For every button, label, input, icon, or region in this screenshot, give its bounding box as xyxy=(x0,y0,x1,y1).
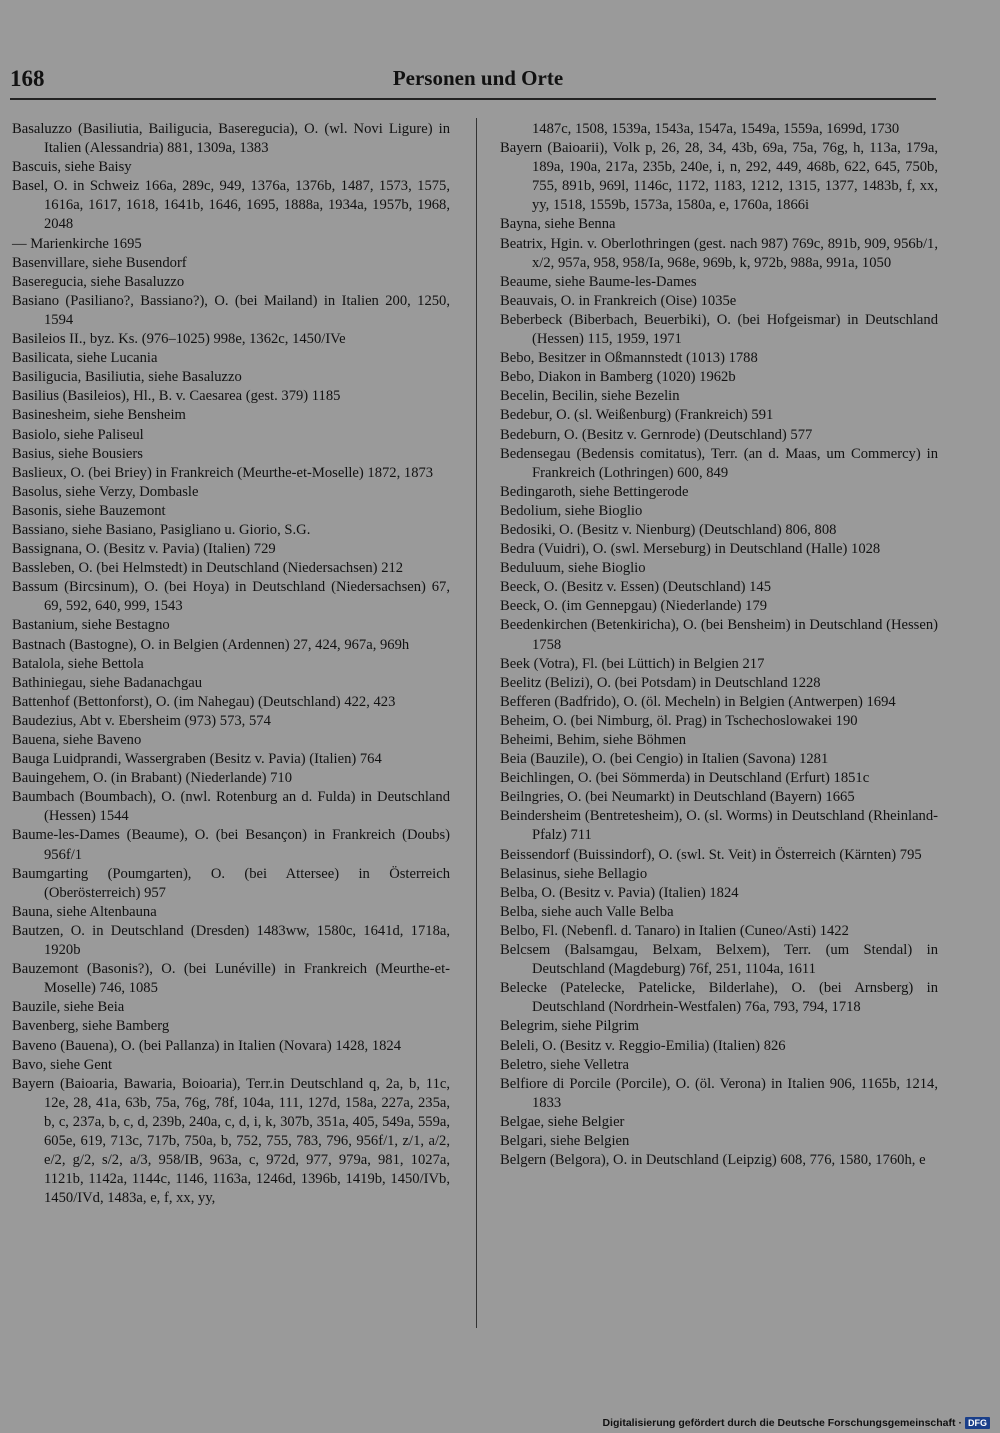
index-entry: Beaume, siehe Baume-les-Dames xyxy=(500,273,697,290)
index-entry: Beberbeck (Biberbach, Beuerbiki), O. (bei Hofgeismar) in Deutschland (Hessen) 115, 1959, 1971 xyxy=(500,311,938,348)
index-entry: Beedenkirchen (Betenkiricha), O. (bei Bensheim) in Deutschland (Hessen) 1758 xyxy=(500,617,938,653)
index-entry: — Marienkirche 1695 xyxy=(12,235,142,252)
index-entry: Baudezius, Abt v. Ebersheim (973) 573, 574 xyxy=(12,712,271,729)
index-entry: Beauvais, O. in Frankreich (Oise) 1035e xyxy=(500,292,737,309)
index-entry: Bathiniegau, siehe Badanachgau xyxy=(12,674,203,691)
footer-credit: Digitalisierung gefördert durch die Deutsche Forschungsgemeinschaft xyxy=(602,1417,956,1429)
index-entry: Basilicata, siehe Lucania xyxy=(12,350,158,367)
index-entry: 1487c, 1508, 1539a, 1543a, 1547a, 1549a, 1559a, 1699d, 1730 xyxy=(532,121,900,137)
index-entry: Bedra (Vuidri), O. (swl. Merseburg) in Deutschland (Halle) 1028 xyxy=(500,541,881,558)
index-entry: Bayern (Baioarii), Volk p, 26, 28, 34, 43b, 69a, 75a, 76g, h, 113a, 179a, 189a, 190a, 217a, 235b, 240e, i, n, 292, 449, 468b, 622, 645, 750b, 755, 891b, 969l, 1146c, 1172, 1183, 1212, 1315, 1377, 1483b, f, xx, yy, 1518, 1559b, 1573a, 1580a, e, 1760a, 1866i xyxy=(500,140,938,214)
index-entry: Bassiano, siehe Basiano, Pasigliano u. Giorio, S.G. xyxy=(12,521,311,538)
index-entry: Bebo, Besitzer in Oßmannstedt (1013) 1788 xyxy=(500,350,758,367)
index-entry: Bauingehem, O. (in Brabant) (Niederlande) 710 xyxy=(12,770,293,787)
index-entry: Basilius (Basileios), Hl., B. v. Caesarea (gest. 379) 1185 xyxy=(12,388,341,405)
index-entry: Bauzile, siehe Beia xyxy=(12,999,125,1016)
index-column-left xyxy=(12,120,450,1208)
index-entry: Bebo, Diakon in Bamberg (1020) 1962b xyxy=(500,369,736,386)
index-entry: Bascuis, siehe Baisy xyxy=(12,159,132,176)
index-entry: Baumbach (Boumbach), O. (nwl. Rotenburg an d. Fulda) in Deutschland (Hessen) 1544 xyxy=(12,789,450,825)
index-entry: Baseregucia, siehe Basaluzzo xyxy=(12,273,185,290)
index-entry: Becelin, Becilin, siehe Bezelin xyxy=(500,388,680,405)
index-entry: Basel, O. in Schweiz 166a, 289c, 949, 1376a, 1376b, 1487, 1573, 1575, 1616a, 1617, 1618, 1641b, 1646, 1695, 1888a, 1934a, 1957b, 1968, 2048 xyxy=(12,178,450,233)
index-entry: Bassleben, O. (bei Helmstedt) in Deutschland (Niedersachsen) 212 xyxy=(12,560,404,577)
index-entry: Basileios II., byz. Ks. (976–1025) 998e, 1362c, 1450/IVe xyxy=(12,331,346,348)
index-entry: Bastanium, siehe Bestagno xyxy=(12,617,170,634)
index-entry: Beindersheim (Bentretesheim), O. (sl. Worms) in Deutschland (Rheinland-Pfalz) 711 xyxy=(500,808,938,844)
index-entry: Bedensegau (Bedensis comitatus), Terr. (an d. Maas, um Commercy) in Frankreich (Lothringen) 600, 849 xyxy=(500,445,938,481)
page-title: Personen und Orte xyxy=(392,66,564,90)
index-entry: Beek (Votra), Fl. (bei Lüttich) in Belgien 217 xyxy=(500,655,765,672)
index-entry: Beelitz (Belizi), O. (bei Potsdam) in Deutschland 1228 xyxy=(500,674,821,691)
index-entry: Belba, O. (Besitz v. Pavia) (Italien) 1824 xyxy=(500,884,739,901)
index-entry: Bedebur, O. (sl. Weißenburg) (Frankreich) 591 xyxy=(500,407,774,424)
index-entry: Bassignana, O. (Besitz v. Pavia) (Italien) 729 xyxy=(12,541,276,558)
index-entry: Beleli, O. (Besitz v. Reggio-Emilia) (Italien) 826 xyxy=(500,1037,786,1054)
index-entry: Basiligucia, Basiliutia, siehe Basaluzzo xyxy=(12,369,242,386)
index-entry: Bayna, siehe Benna xyxy=(500,216,616,233)
index-entry: Bedosiki, O. (Besitz v. Nienburg) (Deutschland) 806, 808 xyxy=(500,521,837,538)
index-entry: Bastnach (Bastogne), O. in Belgien (Ardennen) 27, 424, 967a, 969h xyxy=(12,636,410,653)
index-entry: Bassum (Bircsinum), O. (bei Hoya) in Deutschland (Niedersachsen) 67, 69, 592, 640, 999, 1543 xyxy=(12,579,450,615)
index-entry: Beilngries, O. (bei Neumarkt) in Deutschland (Bayern) 1665 xyxy=(500,789,855,806)
index-entry: Basiano (Pasiliano?, Bassiano?), O. (bei Mailand) in Italien 200, 1250, 1594 xyxy=(12,292,450,328)
index-entry: Basenvillare, siehe Busendorf xyxy=(12,254,187,271)
index-entry: Belgari, siehe Belgien xyxy=(500,1132,630,1149)
index-entry: Beheimi, Behim, siehe Böhmen xyxy=(500,732,687,748)
index-entry: Belegrim, siehe Pilgrim xyxy=(500,1018,640,1035)
index-entry: Basinesheim, siehe Bensheim xyxy=(12,407,186,424)
column-divider xyxy=(476,118,477,1328)
index-entry: Belba, siehe auch Valle Belba xyxy=(500,903,674,920)
index-entry: Bedolium, siehe Bioglio xyxy=(500,502,643,519)
index-entry: Belgae, siehe Belgier xyxy=(500,1113,625,1130)
index-entry: Belcsem (Balsamgau, Belxam, Belxem), Terr. (um Stendal) in Deutschland (Magdeburg) 76f, 251, 1104a, 1611 xyxy=(500,942,938,978)
index-entry: Belecke (Patelecke, Patelicke, Bilderlahe), O. (bei Arnsberg) in Deutschland (Nordrhein-Westfalen) 76a, 793, 794, 1718 xyxy=(500,980,938,1016)
index-entry: Bedingaroth, siehe Bettingerode xyxy=(500,483,689,500)
index-column-right xyxy=(500,120,938,1170)
index-entry: Basius, siehe Bousiers xyxy=(12,445,143,462)
index-entry: Bauna, siehe Altenbauna xyxy=(12,903,157,920)
index-entry: Beeck, O. (im Gennepgau) (Niederlande) 179 xyxy=(500,598,768,615)
index-entry: Belbo, Fl. (Nebenfl. d. Tanaro) in Italien (Cuneo/Asti) 1422 xyxy=(500,922,849,939)
page-number: 168 xyxy=(10,66,45,91)
dfg-logo-icon: DFG xyxy=(965,1417,990,1429)
index-entry: Baume-les-Dames (Beaume), O. (bei Besançon) in Frankreich (Doubs) 956f/1 xyxy=(12,827,450,863)
index-entry: Baumgarting (Poumgarten), O. (bei Attersee) in Österreich (Oberösterreich) 957 xyxy=(12,865,450,901)
index-entry: Basaluzzo (Basiliutia, Bailigucia, Baseregucia), O. (wl. Novi Ligure) in Italien (Alessandria) 881, 1309a, 1383 xyxy=(12,121,450,157)
index-entry: Beheim, O. (bei Nimburg, öl. Prag) in Tschechoslowakei 190 xyxy=(500,712,858,729)
index-entry: Belgern (Belgora), O. in Deutschland (Leipzig) 608, 776, 1580, 1760h, e xyxy=(500,1152,926,1169)
index-entry: Belfiore di Porcile (Porcile), O. (öl. Verona) in Italien 906, 1165b, 1214, 1833 xyxy=(500,1075,938,1111)
index-entry: Baslieux, O. (bei Briey) in Frankreich (Meurthe-et-Moselle) 1872, 1873 xyxy=(12,464,434,481)
index-entry: Beissendorf (Buissindorf), O. (swl. St. Veit) in Österreich (Kärnten) 795 xyxy=(500,846,922,863)
index-entry: Battenhof (Bettonforst), O. (im Nahegau) (Deutschland) 422, 423 xyxy=(12,693,396,710)
footer: Digitalisierung gefördert durch die Deutsche Forschungsgemeinschaft · DFG xyxy=(603,1417,990,1429)
index-entry: Beletro, siehe Velletra xyxy=(500,1056,629,1073)
index-entry: Bauzemont (Basonis?), O. (bei Lunéville) in Frankreich (Meurthe-et-Moselle) 746, 1085 xyxy=(12,961,450,997)
index-entry: Bautzen, O. in Deutschland (Dresden) 1483ww, 1580c, 1641d, 1718a, 1920b xyxy=(12,922,450,959)
index-entry: Bauga Luidprandi, Wassergraben (Besitz v. Pavia) (Italien) 764 xyxy=(12,751,382,768)
index-entry: Bedeburn, O. (Besitz v. Gernrode) (Deutschland) 577 xyxy=(500,426,813,443)
index-entry: Bavenberg, siehe Bamberg xyxy=(12,1018,170,1035)
index-entry: Beatrix, Hgin. v. Oberlothringen (gest. nach 987) 769c, 891b, 909, 956b/1, x/2, 957a, 958, 958/Ia, 968e, 969b, k, 972b, 988a, 991a, 1050 xyxy=(500,235,938,271)
index-entry: Befferen (Badfrido), O. (öl. Mecheln) in Belgien (Antwerpen) 1694 xyxy=(500,693,896,710)
index-entry: Basolus, siehe Verzy, Dombasle xyxy=(12,483,199,500)
index-entry: Belasinus, siehe Bellagio xyxy=(500,865,648,882)
index-entry: Bayern (Baioaria, Bawaria, Boioaria), Terr.in Deutschland q, 2a, b, 11c, 12e, 28, 41a, 63b, 75a, 76g, 78f, 104a, 111, 127d, 158a, 227a, 235a, b, c, 237a, b, c, d, 239b, 240a, c, d, i, k, 307b, 351a, 405, 549a, 559a, 605e, 619, 713c, 717b, 750a, b, 752, 755, 783, 796, 956f/1, z/1, a/2, e/2, g/2, s/2, a/3, 958/IB, 963a, c, 972d, 977, 979a, 981, 1027a, 1121b, 1142a, 1144c, 1146, 1163a, 1246d, 1396b, 1419b, 1450/IVb, 1450/IVd, 1483a, e, f, xx, yy, xyxy=(12,1075,450,1207)
index-entry: Beia (Bauzile), O. (bei Cengio) in Italien (Savona) 1281 xyxy=(500,751,829,768)
index-entry: Beeck, O. (Besitz v. Essen) (Deutschland) 145 xyxy=(500,579,771,596)
index-entry: Beduluum, siehe Bioglio xyxy=(500,560,646,577)
index-entry: Basonis, siehe Bauzemont xyxy=(12,502,166,519)
index-entry: Baveno (Bauena), O. (bei Pallanza) in Italien (Novara) 1428, 1824 xyxy=(12,1037,402,1054)
index-entry: Basiolo, siehe Paliseul xyxy=(12,426,144,443)
index-entry: Beichlingen, O. (bei Sömmerda) in Deutschland (Erfurt) 1851c xyxy=(500,770,870,787)
index-entry: Bauena, siehe Baveno xyxy=(12,732,142,748)
index-entry: Bavo, siehe Gent xyxy=(12,1056,113,1073)
index-entry: Batalola, siehe Bettola xyxy=(12,655,144,672)
page-header xyxy=(10,62,936,100)
